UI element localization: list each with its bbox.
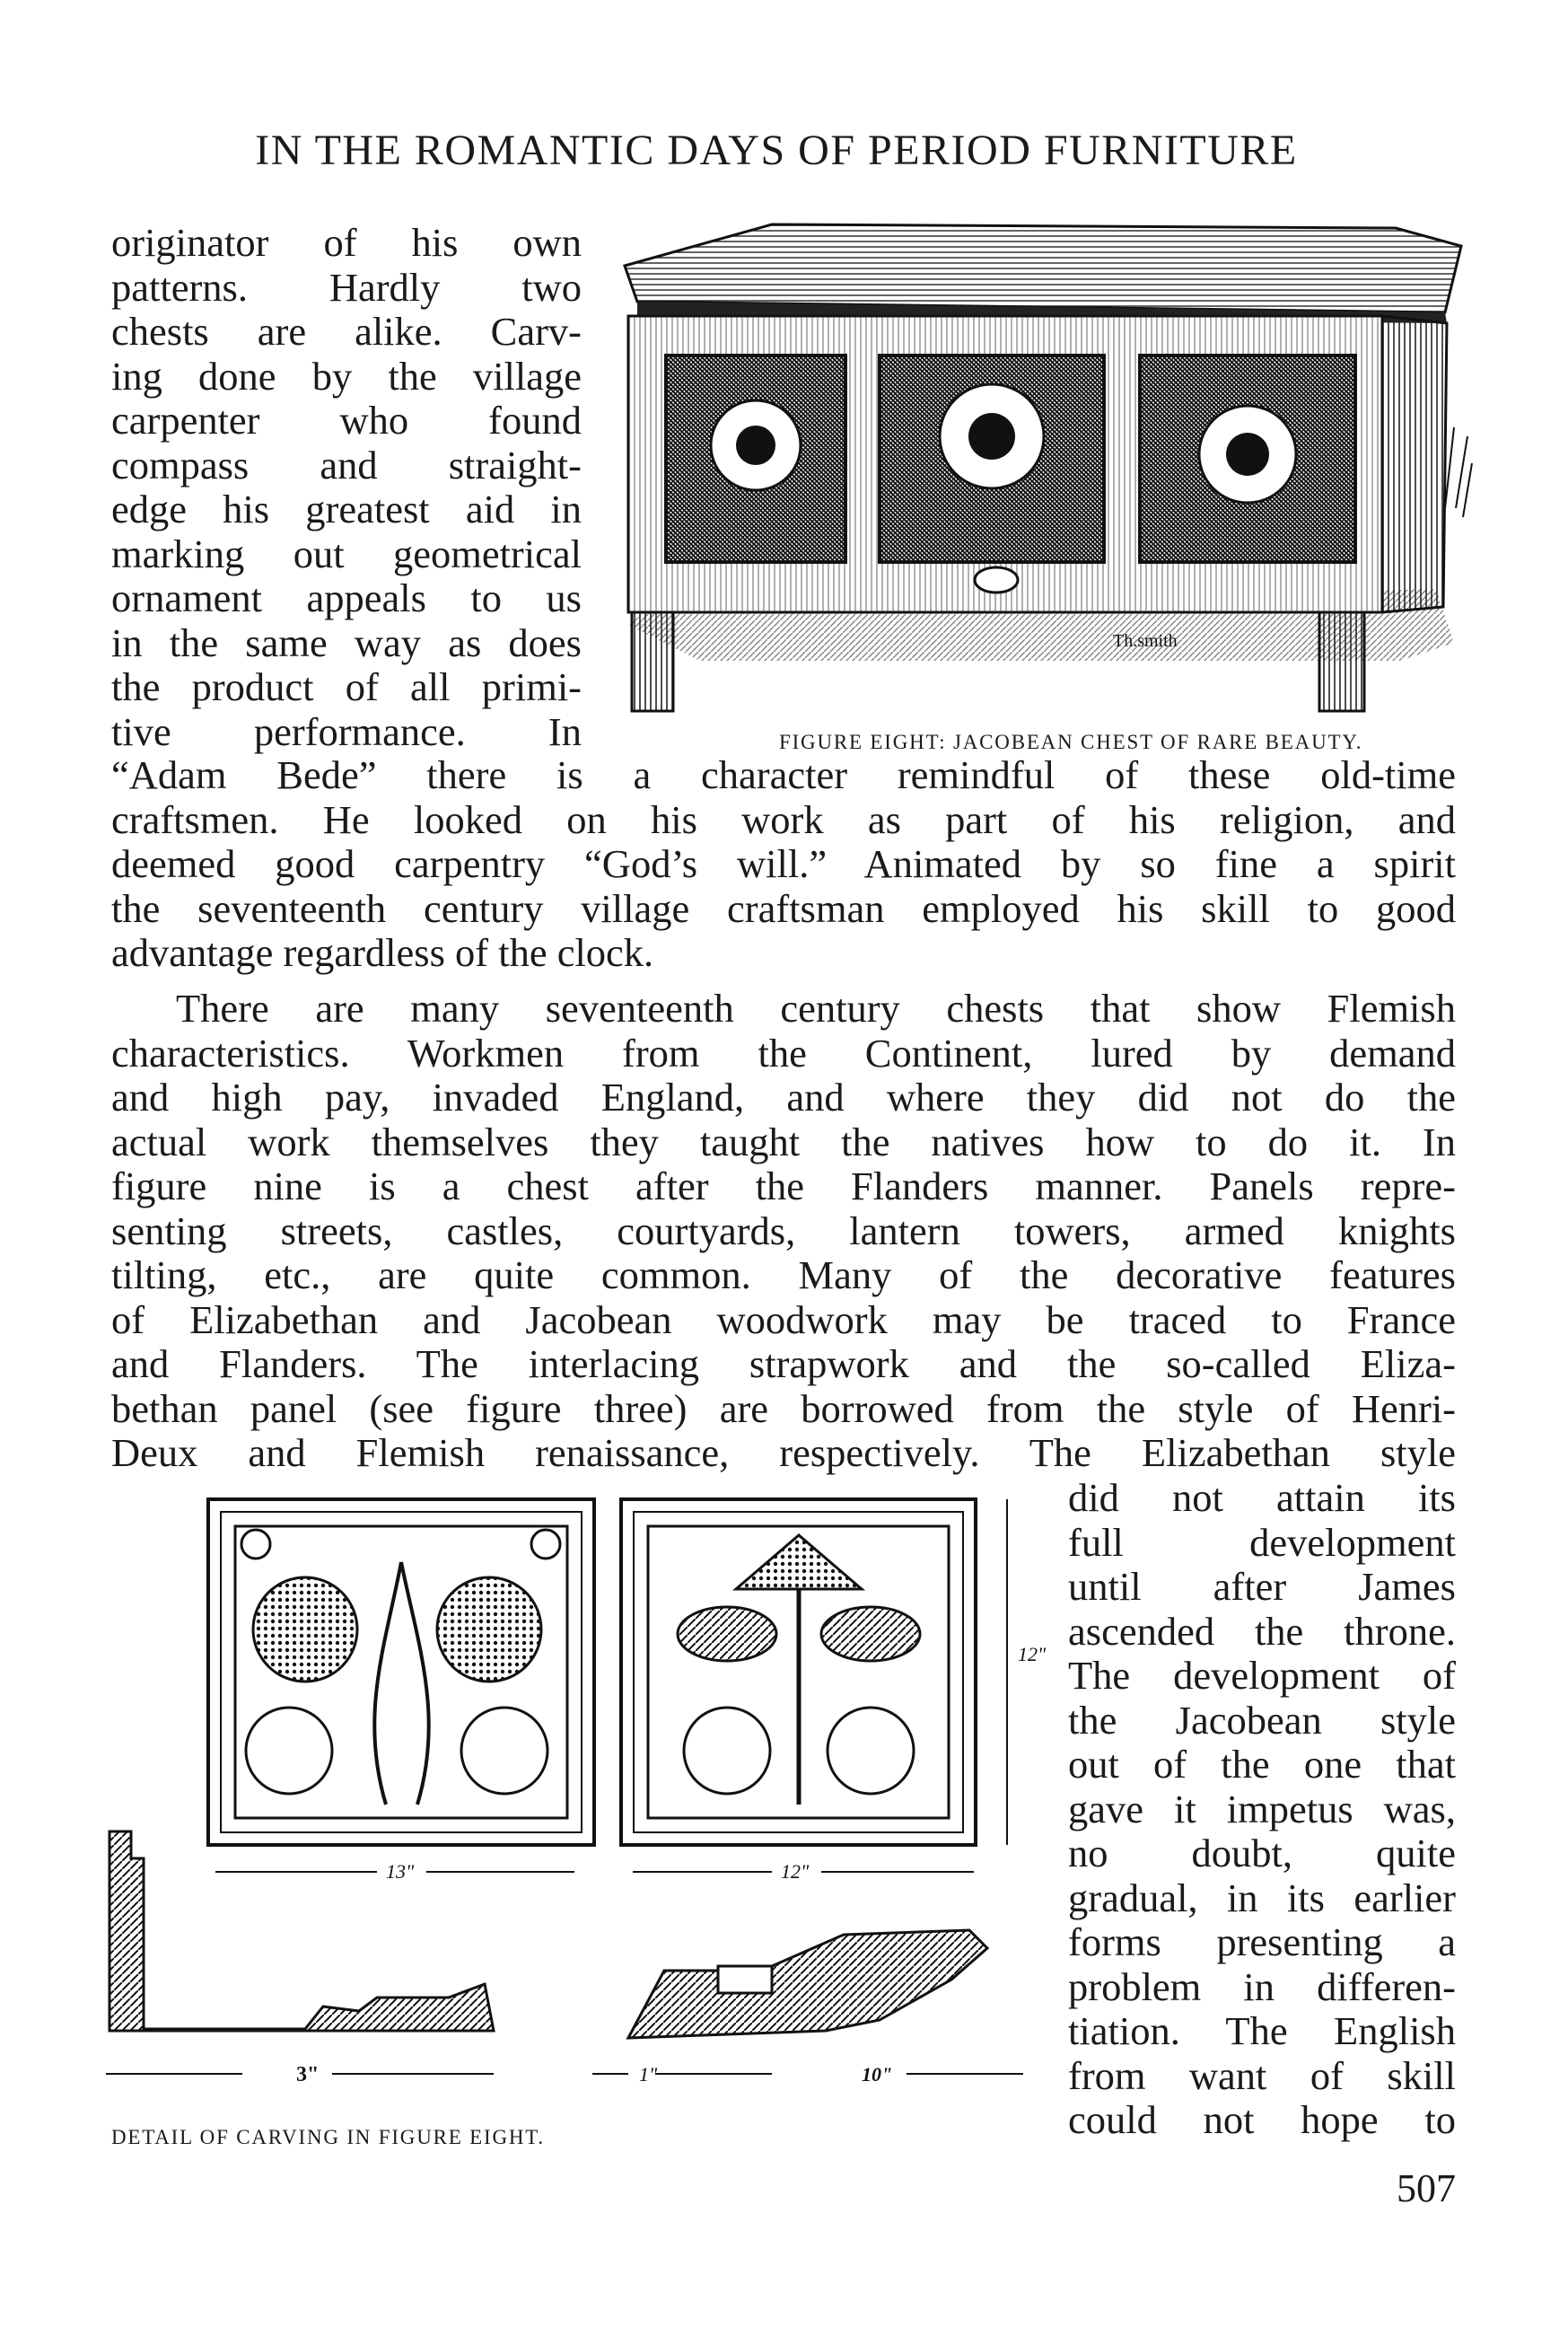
text-line: and Flanders. The interlacing strapwork and the so-called Eliza- <box>111 1341 1456 1386</box>
text-line: deemed good carpentry “God’s will.” Animated by so fine a spirit <box>111 841 1456 886</box>
text-line: bethan panel (see figure three) are borrowed from the style of Henri- <box>111 1385 1456 1431</box>
carving-detail-illustration <box>90 1481 1047 2092</box>
text-line: until after James <box>1068 1564 1456 1609</box>
text-line: tive performance. In <box>111 708 582 754</box>
text-column-right <box>1068 1476 1456 2143</box>
dimension-moulding-b: 1" <box>639 2063 658 2086</box>
chest-drawing <box>610 212 1474 724</box>
dimension-moulding-a: 3" <box>296 2063 320 2086</box>
text-line: forms presenting a <box>1068 1919 1456 1964</box>
text-line: full development <box>1068 1519 1456 1565</box>
text-line: advantage regardless of the clock. <box>111 930 654 975</box>
text-line: carpenter who found <box>111 398 582 443</box>
text-line: could not hope to <box>1068 2097 1456 2142</box>
paragraph-flemish <box>111 987 1456 1476</box>
text-line: gradual, in its earlier <box>1068 1875 1456 1920</box>
text-line: no doubt, quite <box>1068 1831 1456 1875</box>
running-title: IN THE ROMANTIC DAYS OF PERIOD FURNITURE <box>255 127 1298 174</box>
figure-eight-caption: FIGURE EIGHT: JACOBEAN CHEST OF RARE BEAUTY. <box>779 731 1363 753</box>
text-line: Deux and Flemish renaissance, respectively. The Elizabethan style <box>111 1430 1456 1475</box>
text-line: characteristics. Workmen from the Continent, lured by demand <box>111 1030 1456 1076</box>
paragraph-adam-bede <box>111 753 1456 976</box>
text-line: ornament appeals to us <box>111 575 582 620</box>
page-number: 507 <box>1397 2166 1456 2210</box>
text-line: edge his greatest aid in <box>111 487 582 531</box>
text-line: tiation. The English <box>1068 2008 1456 2053</box>
text-line: craftsmen. He looked on his work as part of his religion, and <box>111 796 1456 842</box>
text-line: “Adam Bede” there is a character remindful of these old-time <box>111 752 1456 797</box>
text-line: senting streets, castles, courtyards, lantern towers, armed knights <box>111 1208 1456 1253</box>
text-line: ing done by the village <box>111 353 582 399</box>
dimension-panel-height: 12" <box>1018 1643 1047 1665</box>
text-line: gave it impetus was, <box>1068 1786 1456 1831</box>
text-column-top <box>111 221 582 754</box>
jacobean-chest-illustration <box>610 212 1474 724</box>
text-line: originator of his own <box>111 220 582 265</box>
text-line: from want of skill <box>1068 2052 1456 2098</box>
text-line: The development of <box>1068 1653 1456 1698</box>
carving-detail-caption: DETAIL OF CARVING IN FIGURE EIGHT. <box>111 2126 545 2148</box>
dimension-moulding-c: 10" <box>862 2063 893 2086</box>
text-line: problem in differen- <box>1068 1963 1456 2009</box>
text-line: marking out geometrical <box>111 531 582 576</box>
carving-detail-drawing <box>90 1481 1047 2092</box>
text-line: compass and straight- <box>111 442 582 487</box>
text-line: out of the one that <box>1068 1742 1456 1787</box>
text-line: the seventeenth century village craftsman employed his skill to good <box>111 885 1456 931</box>
text-line: There are many seventeenth century chests that show Flemish <box>176 986 1456 1031</box>
text-line: patterns. Hardly two <box>111 264 582 310</box>
text-line: the product of all primi- <box>111 664 582 709</box>
text-line: tilting, etc., are quite common. Many of the decorative features <box>111 1252 1456 1297</box>
text-line: figure nine is a chest after the Flanders manner. Panels repre- <box>111 1164 1456 1208</box>
text-line: and high pay, invaded England, and where they did not do the <box>111 1075 1456 1120</box>
text-line: did not attain its <box>1068 1475 1456 1520</box>
text-line: ascended the throne. <box>1068 1608 1456 1654</box>
text-line: actual work themselves they taught the natives how to do it. In <box>111 1119 1456 1164</box>
artist-signature: Th.smith <box>1113 631 1178 651</box>
text-line: chests are alike. Carv- <box>111 309 582 354</box>
text-line: in the same way as does <box>111 619 582 665</box>
text-line: of Elizabethan and Jacobean woodwork may be traced to France <box>111 1296 1456 1342</box>
dimension-panel-left: 13" <box>386 1860 415 1883</box>
dimension-panel-right: 12" <box>781 1860 810 1883</box>
text-line: the Jacobean style <box>1068 1697 1456 1743</box>
